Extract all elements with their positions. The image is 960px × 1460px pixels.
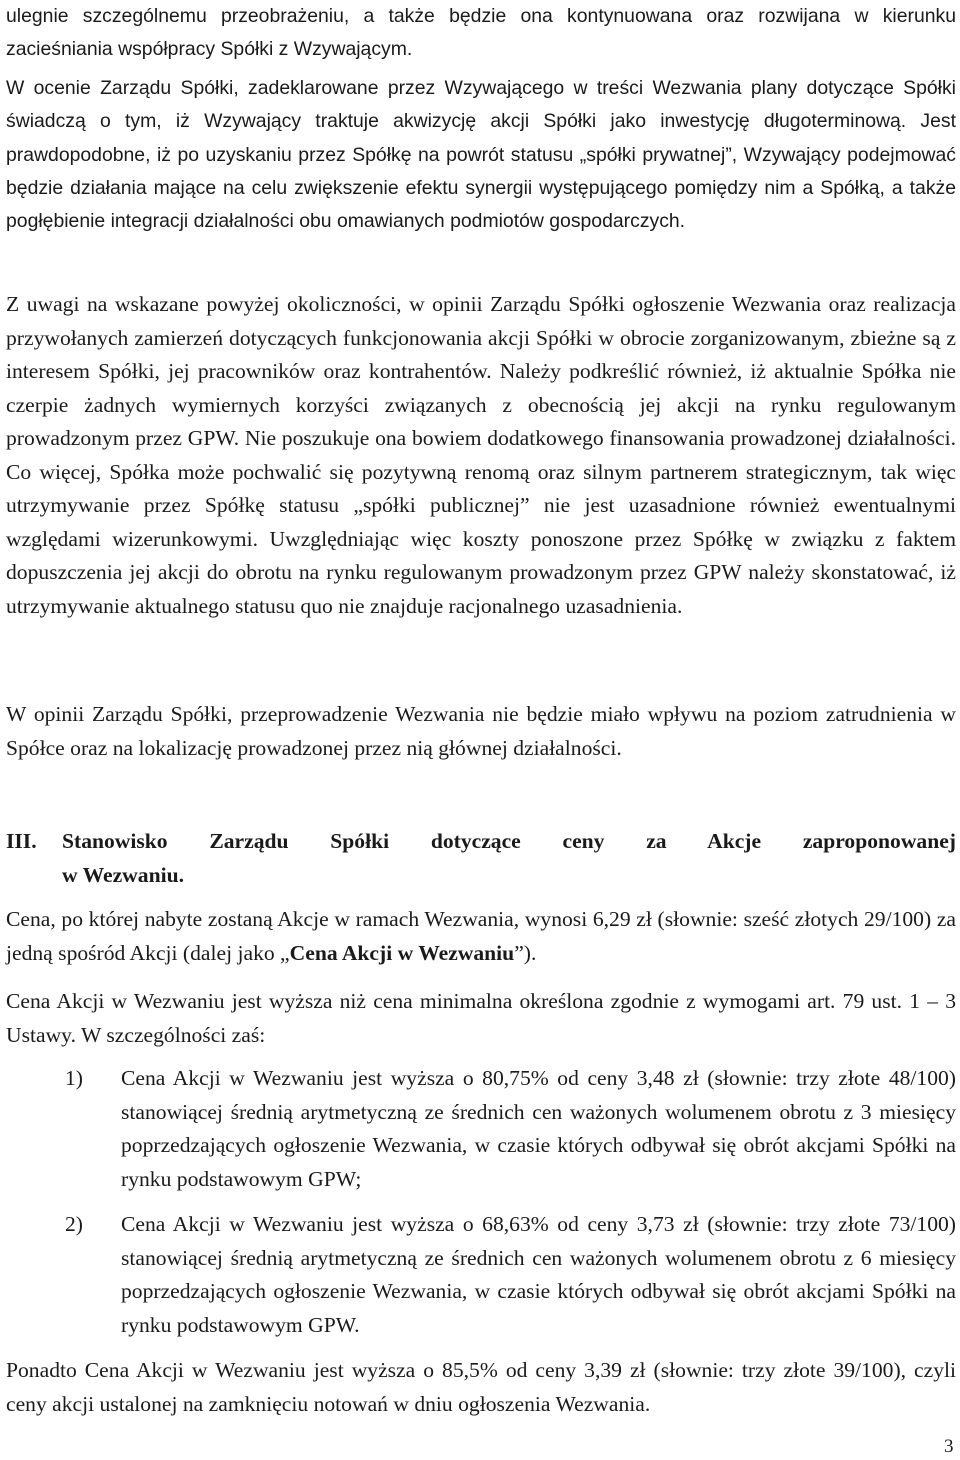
list-item-text: Cena Akcji w Wezwaniu jest wyższa o 80,75% od ceny 3,48 zł (słownie: trzy złote 48/100) stanowiącej średnią arytmetyczną ze średnich cen ważonych wolumenem obrotu z 3 miesięcy poprzedzających ogłoszenie Wezwania, w czasie których odbywał się obrót akcjami Spółki na rynku podstawowym GPW; xyxy=(121,1066,956,1191)
list-item xyxy=(6,1208,956,1342)
list-item xyxy=(6,1062,956,1196)
section-title-line2: w Wezwaniu. xyxy=(62,862,184,887)
paragraph-interest: Z uwagi na wskazane powyżej okoliczności, w opinii Zarządu Spółki ogłoszenie Wezwania oraz realizacja przywołanych zamierzeń dotyczących funkcjonowania akcji Spółki w obrocie zorganizowanym, zbieżne są z interesem Spółki, jej pracowników oraz kontrahentów. Należy podkreślić również, iż aktualnie Spółka nie czerpie żadnych wymiernych korzyści związanych z obecnością jej akcji na rynku regulowanym prowadzonym przez GPW. Nie poszukuje ona bowiem dodatkowego finansowania prowadzonej działalności. Co więcej, Spółka może pochwalić się pozytywną renomą oraz silnym partnerem strategicznym, tak więc utrzymywanie przez Spółkę statusu „spółki publicznej” nie jest uzasadnione również ewentualnymi względami wizerunkowymi. Uwzględniając więc koszty ponoszone przez Spółkę w związku z faktem dopuszczenia jej akcji do obrotu na rynku regulowanym prowadzonym przez GPW należy skonstatować, iż utrzymywanie aktualnego statusu quo nie znajduje racjonalnego uzasadnienia. xyxy=(6,292,956,618)
list-marker: 2) xyxy=(65,1212,83,1236)
paragraph-plans: W ocenie Zarządu Spółki, zadeklarowane przez Wzywającego w treści Wezwania plany dotyczące Spółki świadczą o tym, iż Wzywający traktuje akwizycję akcji Spółki jako inwestycję długoterminową. Jest prawdopodobne, iż po uzyskaniu przez Spółkę na powrót statusu „spółki prywatnej”, Wzywający podejmować będzie działania mające na celu zwiększenie efektu synergii występującego pomiędzy nim a Spółką, a także pogłębienie integracji działalności obu omawianych podmiotów gospodarczych. xyxy=(6,77,956,233)
paragraph-price xyxy=(6,903,956,970)
section-heading xyxy=(6,825,956,892)
price-text-after: ”). xyxy=(514,940,537,965)
paragraph-closing: Ponadto Cena Akcji w Wezwaniu jest wyższa o 85,5% od ceny 3,39 zł (słownie: trzy złote 39/100), czyli ceny akcji ustalonej na zamknięciu notowań w dniu ogłoszenia Wezwania. xyxy=(6,1358,956,1416)
list-marker: 1) xyxy=(65,1066,83,1090)
section-title-line1: Stanowisko Zarządu Spółki dotyczące ceny za Akcje zaproponowanej xyxy=(62,829,956,853)
page-number: 3 xyxy=(944,1436,954,1457)
paragraph-employment: W opinii Zarządu Spółki, przeprowadzenie Wezwania nie będzie miało wpływu na poziom zatrudnienia w Spółce oraz na lokalizację prowadzonej przez nią głównej działalności. xyxy=(6,702,956,760)
section-number: III. xyxy=(6,829,37,853)
price-text-before: Cena, po której nabyte zostaną Akcje w ramach Wezwania, wynosi 6,29 zł (słownie: sześć złotych 29/100) za jedną spośród Akcji (dalej jako „ xyxy=(6,907,956,965)
paragraph-intro: ulegnie szczególnemu przeobrażeniu, a także będzie ona kontynuowana oraz rozwijana w kierunku zacieśniania współpracy Spółki z Wzywającym. xyxy=(6,5,956,61)
defined-term: Cena Akcji w Wezwaniu xyxy=(289,940,515,965)
paragraph-minimum-price: Cena Akcji w Wezwaniu jest wyższa niż cena minimalna określona zgodnie z wymogami art. 79 ust. 1 – 3 Ustawy. W szczególności zaś: xyxy=(6,989,956,1047)
list-item-text: Cena Akcji w Wezwaniu jest wyższa o 68,63% od ceny 3,73 zł (słownie: trzy złote 73/100) stanowiącej średnią arytmetyczną ze średnich cen ważonych wolumenem obrotu z 6 miesięcy poprzedzających ogłoszenie Wezwania, w czasie których odbywał się obrót akcjami Spółki na rynku podstawowym GPW. xyxy=(121,1212,956,1337)
